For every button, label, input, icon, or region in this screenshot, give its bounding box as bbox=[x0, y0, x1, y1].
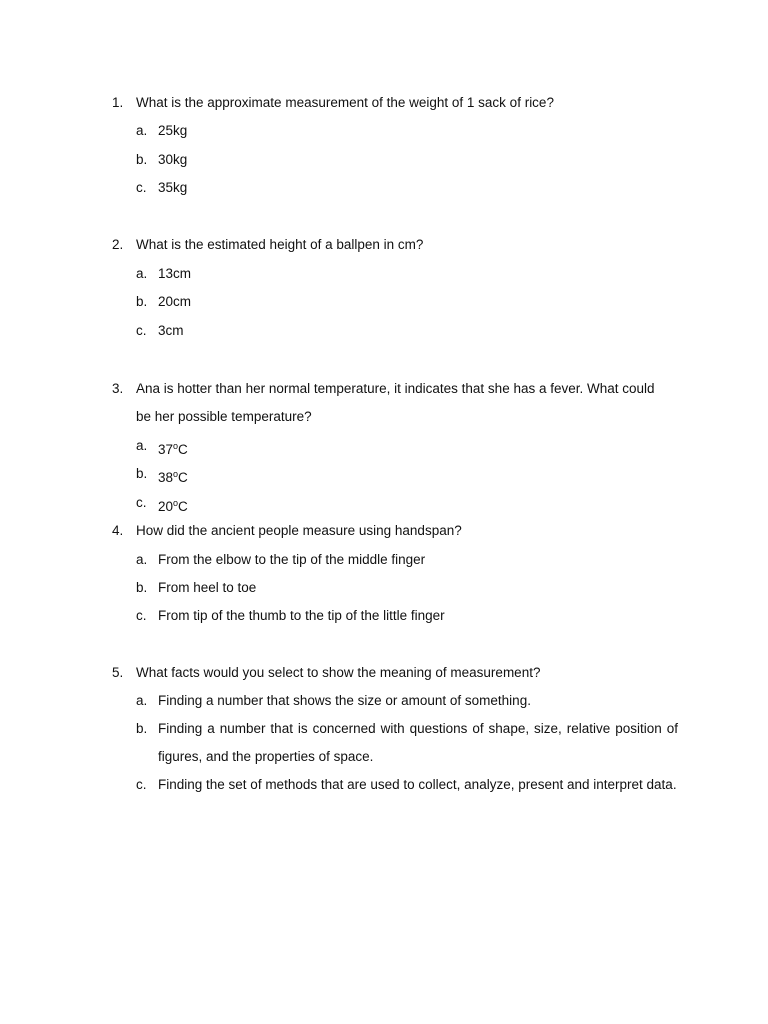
option-text bbox=[158, 437, 188, 459]
question-text: What is the approximate measurement of the weight of 1 sack of rice? bbox=[136, 95, 554, 110]
option-letter: a. bbox=[136, 693, 148, 708]
option-letter: b. bbox=[136, 466, 148, 481]
option-text: 20cm bbox=[158, 294, 192, 309]
option-letter: c. bbox=[136, 323, 147, 338]
question-text-line-2: be her possible temperature? bbox=[136, 409, 312, 424]
question-text: What is the estimated height of a ballpen in cm? bbox=[136, 237, 424, 252]
temperature-unit: C bbox=[178, 442, 188, 457]
option-letter: c. bbox=[136, 608, 147, 623]
question-text-line-1: Ana is hotter than her normal temperature, it indicates that she has a fever. What could bbox=[136, 381, 655, 396]
option-text bbox=[158, 494, 188, 516]
option-text: 35kg bbox=[158, 180, 188, 195]
option-letter: a. bbox=[136, 123, 148, 138]
temperature-unit: C bbox=[178, 470, 188, 485]
degree-symbol: o bbox=[173, 498, 179, 508]
question-number: 3. bbox=[112, 381, 124, 396]
degree-symbol: o bbox=[173, 441, 179, 451]
question-text: What facts would you select to show the meaning of measurement? bbox=[136, 665, 541, 680]
temperature-value: 20 bbox=[158, 499, 174, 514]
option-letter: c. bbox=[136, 180, 147, 195]
option-letter: c. bbox=[136, 777, 147, 792]
option-letter: b. bbox=[136, 580, 148, 595]
option-text-line-2: figures, and the properties of space. bbox=[158, 749, 374, 764]
temperature-value: 37 bbox=[158, 442, 174, 457]
question-number: 2. bbox=[112, 237, 124, 252]
question-number: 5. bbox=[112, 665, 124, 680]
question-text: How did the ancient people measure using handspan? bbox=[136, 523, 462, 538]
temperature-unit: C bbox=[178, 499, 188, 514]
option-text: Finding the set of methods that are used to collect, analyze, present and interpret data. bbox=[158, 777, 677, 792]
option-text bbox=[158, 465, 188, 487]
option-text: From tip of the thumb to the tip of the little finger bbox=[158, 608, 445, 623]
option-letter: a. bbox=[136, 552, 148, 567]
option-letter: a. bbox=[136, 438, 148, 453]
option-text: 3cm bbox=[158, 323, 184, 338]
option-text: 25kg bbox=[158, 123, 188, 138]
option-text: 13cm bbox=[158, 266, 192, 281]
question-number: 1. bbox=[112, 95, 124, 110]
question-number: 4. bbox=[112, 523, 124, 538]
option-text: 30kg bbox=[158, 152, 188, 167]
option-letter: c. bbox=[136, 495, 147, 510]
option-letter: a. bbox=[136, 266, 148, 281]
option-letter: b. bbox=[136, 294, 148, 309]
option-text: From heel to toe bbox=[158, 580, 257, 595]
option-text: From the elbow to the tip of the middle finger bbox=[158, 552, 426, 567]
option-text: Finding a number that shows the size or amount of something. bbox=[158, 693, 531, 708]
option-letter: b. bbox=[136, 152, 148, 167]
temperature-value: 38 bbox=[158, 470, 174, 485]
option-letter: b. bbox=[136, 721, 148, 736]
option-text-line-1: Finding a number that is concerned with questions of shape, size, relative position of bbox=[158, 721, 678, 736]
degree-symbol: o bbox=[173, 469, 179, 479]
